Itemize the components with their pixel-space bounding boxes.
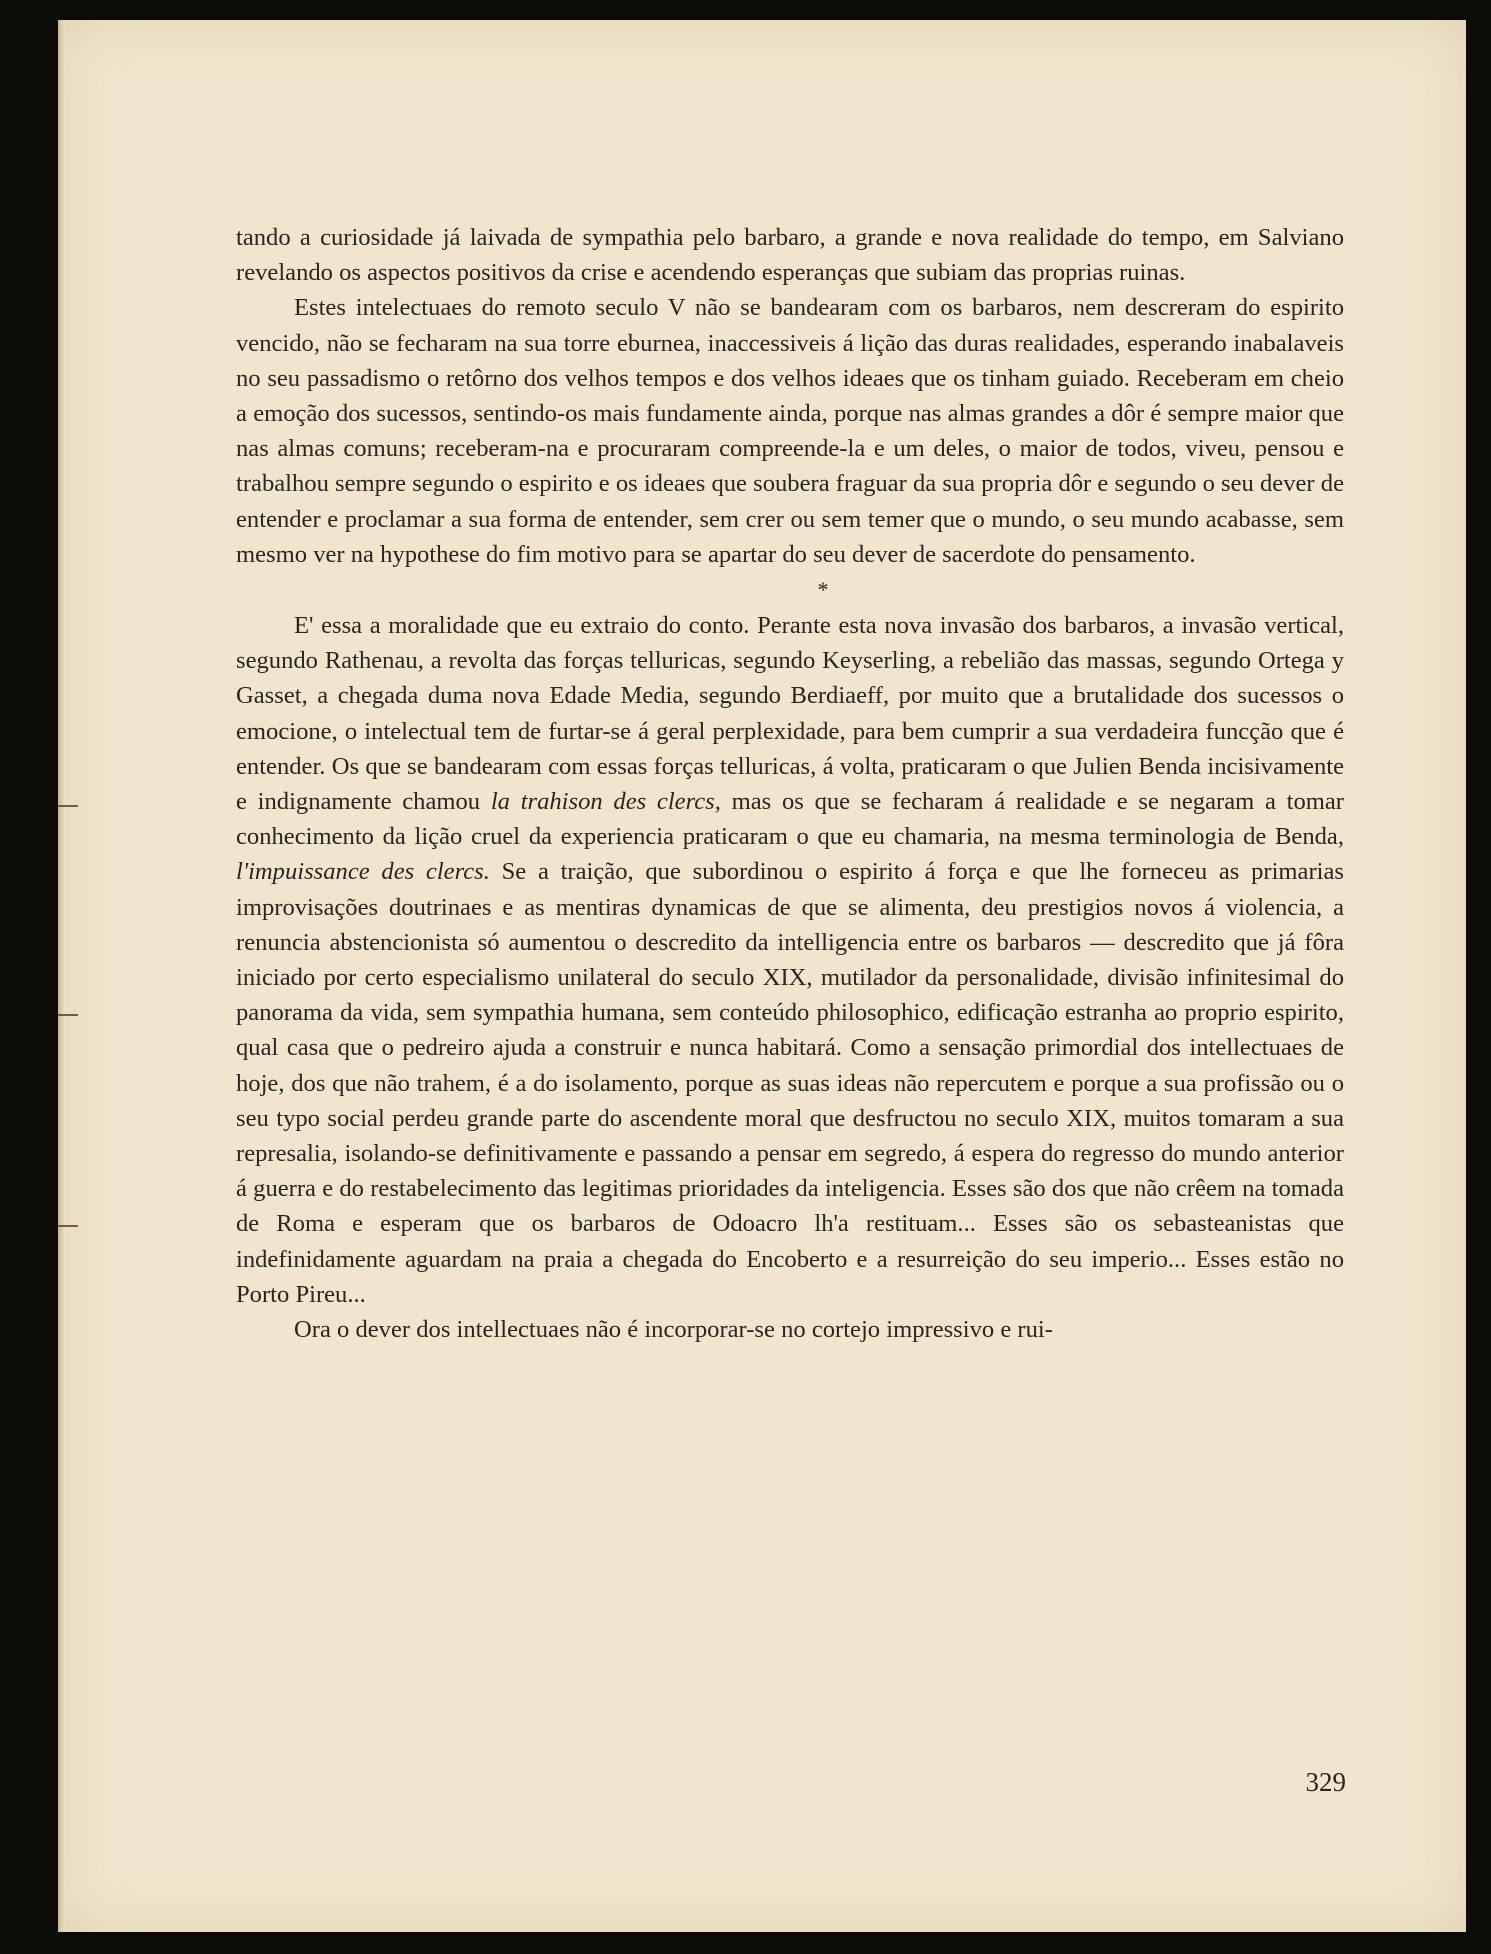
italic-phrase: l'impuissance des clercs. — [236, 858, 490, 886]
book-page — [58, 20, 1466, 1932]
paragraph: Estes intelectuaes do remoto seculo V não se bandearam com os barbaros, nem descreram do espirito vencido, não se fecharam na sua torre eburnea, inaccessiveis á lição das duras realidades, esperando inabalaveis no seu passadismo o retôrno dos velhos tempos e dos velhos ideaes que os tinham guiado. Receberam em cheio a emoção dos sucessos, sentindo-os mais fundamente ainda, porque nas almas grandes a dôr é sempre maior que nas almas comuns; receberam-na e procuraram compreende-la e um deles, o maior de todos, viveu, pensou e trabalhou sempre segundo o espirito e os ideaes que soubera fraguar da sua propria dôr e segundo o seu dever de entender e proclamar a sua forma de entender, sem crer ou sem temer que o mundo, o seu mundo acabasse, sem mesmo ver na hypothese do fim motivo para se apartar do seu dever de sacerdote do pensamento. — [236, 294, 1344, 568]
paragraph-text: Se a traição, que subordinou o espirito á força e que lhe forneceu as primarias improvisações doutrinaes e as mentiras dynamicas de que se alimenta, deu prestigios novos á violencia, a renuncia abstencionista só aumentou o descredito da intelligencia entre os barbaros — descredito que já fôra iniciado por certo especialismo unilateral do seculo XIX, mutilador da personalidade, divisão infinitesimal do panorama da vida, sem sympathia humana, sem conteúdo philosophico, edificação estranha ao proprio espirito, qual casa que o pedreiro ajuda a construir e nunca habitará. Como a sensação primordial dos intellectuaes de hoje, dos que não trahem, é a do isolamento, porque as suas ideas não repercutem e porque a sua profissão ou o seu typo social perdeu grande parte do ascendente moral que desfructou no seculo XIX, muitos tomaram a sua represalia, isolando-se definitivamente e passando a pensar em segredo, á espera do regresso do mundo anterior á guerra e do restabelecimento das legitimas prioridades da inteligencia. Esses são dos que não crêem na tomada de Roma e esperam que os barbaros de Odoacro lh'a restituam... Esses são os sebasteanistas que indefinidamente aguardam na praia a chegada do Encoberto e a resurreição do seu imperio... Esses estão no Porto Pireu... — [236, 858, 1344, 1308]
paragraph: tando a curiosidade já laivada de sympathia pelo barbaro, a grande e nova realidade do tempo, em Salviano revelando os aspectos positivos da crise e acendendo esperanças que subiam das proprias ruinas. — [236, 224, 1344, 287]
margin-mark — [58, 1014, 78, 1016]
paragraph-text: mas os que se fecharam á realidade e se negaram a tomar conhecimento da lição cruel da experiencia praticaram o que eu chamaria, na mesma terminologia de Benda, — [236, 788, 1344, 851]
page-number: 329 — [1305, 1767, 1346, 1797]
italic-phrase: la trahison des clercs, — [490, 788, 721, 816]
margin-mark — [58, 1225, 78, 1227]
paragraph — [236, 608, 1344, 1312]
paragraph: Ora o dever dos intellectuaes não é incorporar-se no cortejo impressivo e rui- — [294, 1316, 1053, 1344]
body-text — [236, 220, 1344, 1347]
margin-mark — [58, 805, 78, 807]
paragraph-text: E' essa a moralidade que eu extraio do conto. Perante esta nova invasão dos barbaros, a invasão vertical, segundo Rathenau, a revolta das forças telluricas, segundo Keyserling, a rebelião das massas, segundo Ortega y Gasset, a chegada duma nova Edade Media, segundo Berdiaeff, por muito que a brutalidade dos sucessos o emocione, o intelectual tem de furtar-se á geral perplexidade, para bem cumprir a sua verdadeira funcção que é entender. Os que se bandearam com essas forças telluricas, á volta, praticaram o que Julien Benda incisivamente e indignamente chamou — [236, 612, 1344, 816]
page-spine — [58, 20, 65, 1932]
section-separator: * — [817, 577, 829, 603]
